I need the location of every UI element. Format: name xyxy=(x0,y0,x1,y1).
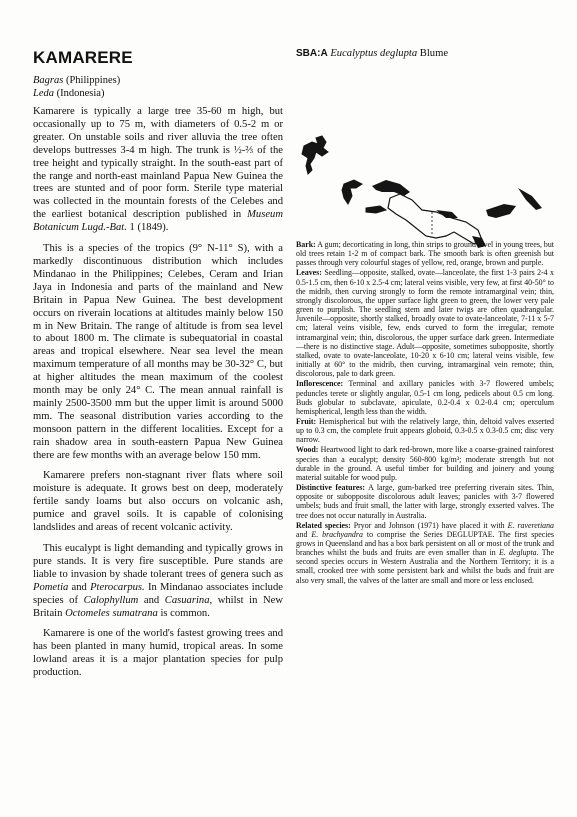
common-name: Bagras xyxy=(33,75,64,86)
common-name-region: (Philippines) xyxy=(65,75,121,86)
body-paragraph: Kamarere prefers non-stagnant river flats where soil moisture is adequate. It grows best on deep, moderately fertile sandy loams but also occurs on volcanic ash, pumice and gravel soils. It is capable of colonising landslides and areas of recent volcanic activity. xyxy=(33,470,283,534)
celebes-shape xyxy=(342,180,362,204)
desc-inflorescence: Inflorescence: Terminal and axillary panicles with 3-7 flowered umbels; peduncles terete or slightly angular, 0.5-1 cm long, pedicels about 0.5 cm long. Buds globular to subclavate, apiculate, 0.2-0.4 x 0.2-0.4 cm; operculum hemispherical, length less than the width. xyxy=(296,379,554,416)
botanical-description xyxy=(296,240,554,585)
page-title: KAMARERE xyxy=(33,48,133,67)
common-name-row xyxy=(33,87,283,100)
desc-distinctive: Distinctive features: A large, gum-barked tree preferring riverain sites. Thin, opposite or subopposite discolorous adult leaves; panicles with 3-7 flowered umbels; buds and fruit small, the latter with large, strongly exserted valves. The tree does not occur naturally in Australia. xyxy=(296,483,554,520)
body-paragraph: This eucalypt is light demanding and typically grows in pure stands. It is very fire susceptible. Pure stands are liable to invasion by shade tolerant trees of genera such as Pometia and Pterocarpus. In Mindanao associates include species of Calophyllum and Casuarina, whilst in New Britain Octomeles sumatrana is common. xyxy=(33,543,283,619)
new-ireland-shape xyxy=(518,188,542,210)
new-britain-shape xyxy=(486,204,516,218)
new-guinea-outline xyxy=(388,194,482,244)
mindanao-shape xyxy=(302,136,328,174)
common-names xyxy=(33,74,283,100)
desc-leaves: Leaves: Seedling—opposite, stalked, ovate—lanceolate, the first 1-3 pairs 2-4 x 0.5-1.5 cm, then 6-10 x 2.5-4 cm; lateral veins visible, very few, at first 40-50° to the midrib, then curving strongly to form the remote intramarginal vein; thin, strongly discolorous, the upper surface light green to green, the lower very pale green to purplish. The seedling stem and later twigs are often quadrangular. Juvenile—opposite, shortly stalked, broadly ovate to ovate-lanceolate, 7-11 x 5-7 cm; lateral veins visible, few, ends curved to form the irregular, remote intramarginal vein; thin, discolorous, the upper surface dark green. Intermediate—there is no distinctive stage. Adult—opposite, sometimes subopposite, shortly stalked, ovate to ovate-lanceolate, 10-20 x 6-10 cm; lateral veins visible, few initially at 60° to the midrib, then curving, intramarginal vein remote; thin, discolorous, pale to dark green. xyxy=(296,268,554,379)
desc-bark: Bark: A gum; decorticating in long, thin strips to ground level in young trees, but old trees retain 1-2 m of compact bark. The smooth bark is often greenish but passes through very colourful stages of yellow, red, orange, brown and purple. xyxy=(296,240,554,268)
irian-jaya-shape xyxy=(372,180,410,196)
desc-fruit: Fruit: Hemispherical but with the relatively large, thin, deltoid valves exserted up to 0.3 cm, the complete fruit appears globoid, 0.3-0.5 x 0.3-0.5 cm; disc very narrow. xyxy=(296,416,554,445)
png-north-shape xyxy=(436,210,458,218)
left-column xyxy=(33,48,283,688)
common-name: Leda xyxy=(33,88,54,99)
desc-wood: Wood: Heartwood light to dark red-brown, more like a coarse-grained rainforest species than a eucalypt; density 560-800 kg/m³; moderate strength but not durable in the ground. A useful timber for building and joinery and young material suitable for wood pulp. xyxy=(296,445,554,482)
right-column xyxy=(296,48,555,585)
common-name-row xyxy=(33,74,283,87)
body-paragraph: Kamarere is one of the world's fastest growing trees and has been planted in many humid, tropical areas. In some lowland areas it is a major plantation species for pulp production. xyxy=(33,628,283,679)
body-paragraph: This is a species of the tropics (9° N-11° S), with a markedly discontinuous distribution which includes Mindanao in the Philippines; Celebes, Ceram and Irian Jaya in Indonesia and parts of the mainland and New Britain in Papua New Guinea. The best development occurs on riverain locations at altitudes mainly below 150 m in New Britain. The range of altitude is from sea level to about 1800 m. The climate is subequatorial in coastal areas and tropical elsewhere. Near sea level the mean maximum temperature of all months may be 30-32° C, but at higher altitudes the mean maximum of the coolest month may be only 24° C. The mean annual rainfall is mainly 2500-3500 mm but the upper limit is around 5000 mm. The seasonal distribution varies according to the monsoon pattern in the different localities. Except for a rain shadow area in south-eastern Papua New Guinea there are few months with an average below 150 mm. xyxy=(33,243,283,461)
common-name-region: (Indonesia) xyxy=(56,88,105,99)
desc-related: Related species: Pryor and Johnson (1971) have placed it with E. raveretiana and E. brachyandra to comprise the Series DEGLUPTAE. The first species grows in Queensland and has a box bark persistent on all or most of the trunk and branches whilst the buds and fruits are even smaller than in E. deglupta. The second species occurs in Western Australia and the Northern Territory; it is a small, crooked tree with some persistent bark and whilst the buds and fruit are also very small, the valves of the latter are small and more or less enclosed. xyxy=(296,520,555,585)
body-paragraph: Kamarere is typically a large tree 35-60 m high, but occasionally up to 75 m, with diameters of 0.5-2 m or greater. On unstable soils and river alluvia the tree often develops buttresses 3-4 m high. The trunk is ½-⅔ of the tree height and typically straight. In the south-east part of the range and north-east mainland Papua New Guinea the trees are stunted and of poor form. Sterile type material was collected in the mountain forests of the Celebes and the earliest botanical description published in Museum Botanicum Lugd.-Bat. 1 (1849). xyxy=(33,106,283,234)
ceram-shape xyxy=(366,206,386,213)
species-heading: SBA:A Eucalyptus deglupta Blume xyxy=(296,48,449,59)
